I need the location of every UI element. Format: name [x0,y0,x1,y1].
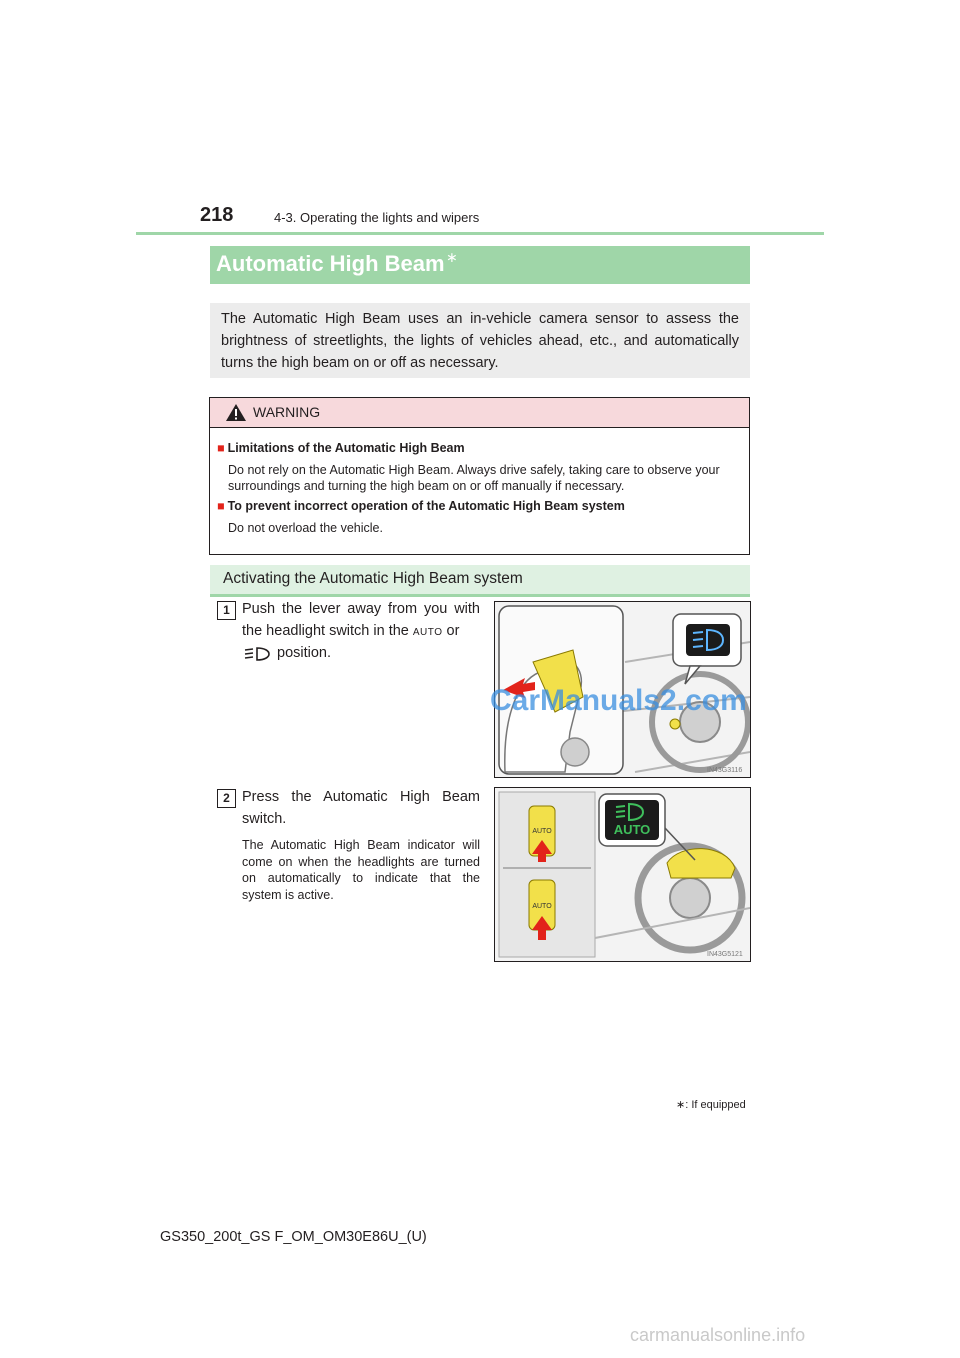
auto-indicator-label: AUTO [613,822,651,837]
warning-header [210,398,749,428]
warning-box [209,397,750,555]
switch-label: AUTO [532,903,552,910]
intro-text: The Automatic High Beam uses an in-vehicle camera sensor to assess the brightness of streetlights, the lights of vehicles ahead, etc., and automatically turns the high beam on or off as necessary. [221,311,739,371]
step-1-text: Push the lever away from you with the headlight switch in the AUTO or [242,601,480,639]
section-title: 4-3. Operating the lights and wipers [274,210,480,225]
warning-item-body: Do not rely on the Automatic High Beam. Always drive safely, taking care to observe your surroundings and turning the high beam on or off manually if necessary. [228,463,720,493]
document-code: GS350_200t_GS F_OM_OM30E86U_(U) [160,1229,427,1245]
asterisk-icon: ∗ [676,1099,686,1111]
site-mark: carmanualsonline.info [630,1325,806,1345]
watermark: CarManuals2.com [490,684,747,717]
subsection-title: Activating the Automatic High Beam system [223,570,523,587]
warning-triangle-icon [225,403,247,422]
red-square-bullet-icon: ■ [217,499,225,513]
figure-code: IN43G3116 [707,767,743,774]
header-divider [136,232,824,235]
warning-item-body: Do not overload the vehicle. [228,521,383,535]
figure-switch-illustration [494,787,751,962]
headlight-symbol-icon [243,646,271,667]
subsection-bar [210,565,750,597]
warning-item-heading: ■ Limitations of the Automatic High Beam [217,441,465,455]
step-1-position-text: position. [277,645,332,661]
intro-box [210,303,750,378]
figure-code: IN43G5121 [707,951,743,958]
page-title: Automatic High Beam [216,251,445,276]
warning-label: WARNING [253,404,321,420]
switch-label: AUTO [532,828,552,835]
step-2-note: The Automatic High Beam indicator will come on when the headlights are turned on automatically to indicate that the system is active. [242,838,480,902]
auto-symbol-icon: AUTO [412,627,443,638]
step-number: 1 [217,601,236,620]
red-square-bullet-icon: ■ [217,441,225,455]
step-number: 2 [217,789,236,808]
page-number: 218 [200,204,234,226]
page-title-bar [210,246,750,284]
warning-item-heading: ■ To prevent incorrect operation of the Automatic High Beam system [217,499,625,513]
equipped-asterisk: ∗ [446,249,458,265]
footnote: ∗: If equipped [676,1099,746,1111]
step-2-text: Press the Automatic High Beam switch. [242,789,480,827]
